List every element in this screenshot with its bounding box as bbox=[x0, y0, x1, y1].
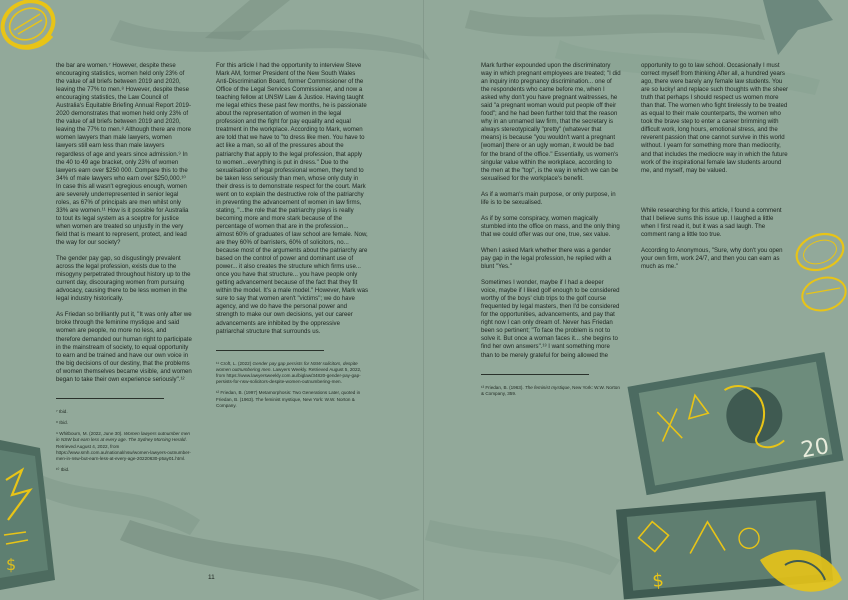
body-paragraph: As if by some conspiracy, women magically stumbled into the office on mass, and the only thing that we could offer was our one, true, sex value. bbox=[481, 214, 620, 238]
footnote-rule bbox=[481, 374, 589, 375]
gold-coin-doodle-right bbox=[792, 228, 848, 318]
column-4 bbox=[641, 62, 789, 279]
brush-stroke bbox=[120, 520, 420, 600]
body-paragraph: According to Anonymous, "Sure, why don't you open your own firm, work 24/7, and then you can earn as much as me." bbox=[641, 246, 783, 270]
column-3 bbox=[481, 62, 621, 402]
brush-stroke bbox=[425, 520, 620, 575]
body-paragraph: For this article I had the opportunity to interview Steve Mark AM, former President of the New South Wales Anti-Discrimination Board, former Commissioner of the Office of the Legal Services Commissioner, and now a teaching fellow at UNSW Law & Justice. Having taught me legal ethics these past few months, he is passionate about the representation of women in the legal profession and the fight for pay equality and equal treatment in the workplace. According to Mark, women are told that we have to "to dress like men. You have to act like a man, so all of the pressures about the patriarchy that apply to the legal profession, that apply to women...everything is put in dress." Due to the sexualisation of legal professional women, they tend to be taken less seriously than men, whose only duty in their dress is to demonstrate respect for the court. Mark went on to explain the destructive role of the patriarchy in preventing the advancement of women in law firms, stating, "...the role that the patriarchy plays is really becoming more and more stark because of the percentage of women that are in the profession... almost 60% of graduates of law school are female. Now, are they 60% of barristers, 60% of solicitors, no... because most of the arguments about the patriarchy are based on the control of power and dominant use of power... it also creates the structure which firms use... once you have that structure... you have people only getting advancement because of the fact that they fit within the model. It's a male model." However, Mark was sure to say that women aren't "victims"; we do have agency, and we do have the personal power and strength to make our own decisions, yet our career advancements are inhibited by the oppressive patriarchal structure that surrounds us. bbox=[216, 62, 369, 335]
footnote: ¹² Friedan, B. (1997) Metamorphosis: Two Generations Later, quoted in Friedan, B. (1963). The feminist mystique, New York: W.W. Norton & Company. bbox=[216, 390, 361, 408]
body-paragraph: The gender pay gap, so disgustingly prevalent across the legal profession, exists due to the misogyny perpetrated throughout history up to the current day, discouraging women from pursuing advocacy, causing there to be less women in the legal industry historically. bbox=[56, 255, 191, 303]
body-paragraph: Sometimes I wonder, maybe if I had a deeper voice, maybe if I liked golf enough to be considered worthy of the boys' club trips to the golf course frequented by legal masters, then I'd be considered for the opportunities, advancements, and pay that right now I can only dream of. Never has Friedan been so pertinent; "To face the problem is not to solve it. But once a woman faces it... she begins to find her own answers".¹³ I want something more than to be merely grateful for being allowed the bbox=[481, 279, 620, 359]
body-paragraph: the bar are women.⁷ However, despite these encouraging statistics, women held only 23% of the value of all briefs between 2019 and 2020, leaving the 77% to men.⁸ However, despite these encouraging statistics, the Law Council of Australia's Equitable Briefing Annual Report 2019-2020 demonstrates that women held only 23% of the value of all briefs between 2019 and 2020, leaving the 77% to men.⁸ Although there are more women lawyers than male lawyers, women lawyers still earn less than male lawyers regardless of age and years since admission.⁹ In the 40 to 49 age bracket, only 23% of women lawyers earn over $250 000. Compare this to the 34% of male lawyers who earn over $250,000.¹⁰ In case this all wasn't egregious enough, women are severely underrepresented in senior legal roles, as 67% of principals are men whilst only 33% are women.¹¹ How is it possible for Australia to tout its legal system as a sceptre for justice when women are treated so unjustly in the very field that is meant to represent, protect, and lead the way for our society? bbox=[56, 62, 192, 247]
gold-coin-doodle bbox=[0, 0, 62, 62]
footnote: ¹³ Friedan, B. (1963). The feminist mystique, New York: W.W. Norton & Company, 359. bbox=[481, 384, 620, 396]
page-gutter bbox=[423, 0, 425, 600]
footnote-rule bbox=[56, 398, 164, 399]
svg-text:$: $ bbox=[6, 555, 17, 574]
footnote: ¹¹ Croft, L. (2022) Gender pay gap persists for NSW solicitors, despite women outnumbering men. Lawyers Weekly. Retrieved August 5, 2022, from https://www.lawyersweekly.com.au/biglaw/34820-gender-pay-gap-persists-for-nsw-solicitors-despite-women-outnumbering-men. bbox=[216, 360, 362, 385]
footnote: ¹⁰ Ibid. bbox=[56, 467, 70, 473]
svg-text:$: $ bbox=[651, 569, 665, 592]
column-2 bbox=[216, 62, 368, 414]
teal-brush-doodle bbox=[758, 0, 848, 60]
footnote: ⁸ Ibid. bbox=[56, 419, 68, 425]
footnote: ⁷ Ibid. bbox=[56, 408, 68, 414]
body-paragraph: When I asked Mark whether there was a gender pay gap in the legal profession, he replied with a blunt "Yes." bbox=[481, 246, 612, 271]
banknote-doodle-left bbox=[0, 440, 60, 590]
brush-stroke bbox=[110, 20, 430, 60]
footnote-rule bbox=[216, 350, 324, 351]
body-paragraph: As if a woman's main purpose, or only purpose, in life is to be sexualised. bbox=[481, 190, 616, 206]
brush-stroke bbox=[465, 10, 765, 40]
svg-text:20: 20 bbox=[799, 433, 832, 464]
body-paragraph: Mark further expounded upon the discriminatory way in which pregnant employees are treated; "I did an inquiry into pregnancy discrimination... one of the respondents who came before me, when I asked why don't you have pregnant waitresses, he said "a pregnant woman would put people off their food"; and he had been further told that the reason why in an unnamed law firm, that the secretary is always stereotypically "pretty" (whatever that means) is because "you wouldn't want a pregnant [woman] there or an ugly woman, it would be bad for the brand of the office." Essentially, us women's singular value within the workplace, according to the men at the "top", is the way in which we can be sexualised for the workplace's benefit. bbox=[481, 62, 621, 182]
page-number: 11 bbox=[208, 574, 215, 581]
footnote: ⁹ Whitbourn, M. (2022, June 30). Women lawyers outnumber men in NSW but earn less at every age. The Sydney Morning Herald. Retrieved August 4, 2022, from https://www.smh.com.au/national/nsw/women-lawyers-outnumber-men-in-nsw-but-earn-less-at-every-age-20220630-p5ay01.html. bbox=[56, 431, 191, 461]
column-1 bbox=[56, 62, 192, 478]
body-paragraph: While researching for this article, I found a comment that I believe sums this issue up. I laughed a little when I first read it, but it was a sad laugh. The comment rang a little too true. bbox=[641, 206, 782, 238]
body-paragraph: As Friedan so brilliantly put it, "It was only after we broke through the feminine mystique and said women are people, no more no less, and therefore demanded our human right to participate in the mainstream of society, to equal opportunity to earn and be trained and have our own voice in the big decisions of our destiny, that the problems of women themselves became visible, and women began to take their own experience seriously".¹² bbox=[56, 311, 192, 383]
banknote-doodle-right bbox=[610, 350, 848, 600]
body-paragraph: opportunity to go to law school. Occasionally I must correct myself from thinking After all, a hundred years ago, there were barely any female law students. You are so lucky! and replace such thoughts with the sheer truth that perhaps I should respect us women more than that. The women who fight tirelessly to be treated as equal to their male counterparts, the women who took the brave step to enter a career brimming with difficult work, long hours, emotional stress, and the reverent passion that one cannot survive in this world without. I yearn for something more than mediocrity, and that includes the mediocre way in which the future work of the inspirational female law students around me, and myself, may be valued. bbox=[641, 62, 789, 174]
